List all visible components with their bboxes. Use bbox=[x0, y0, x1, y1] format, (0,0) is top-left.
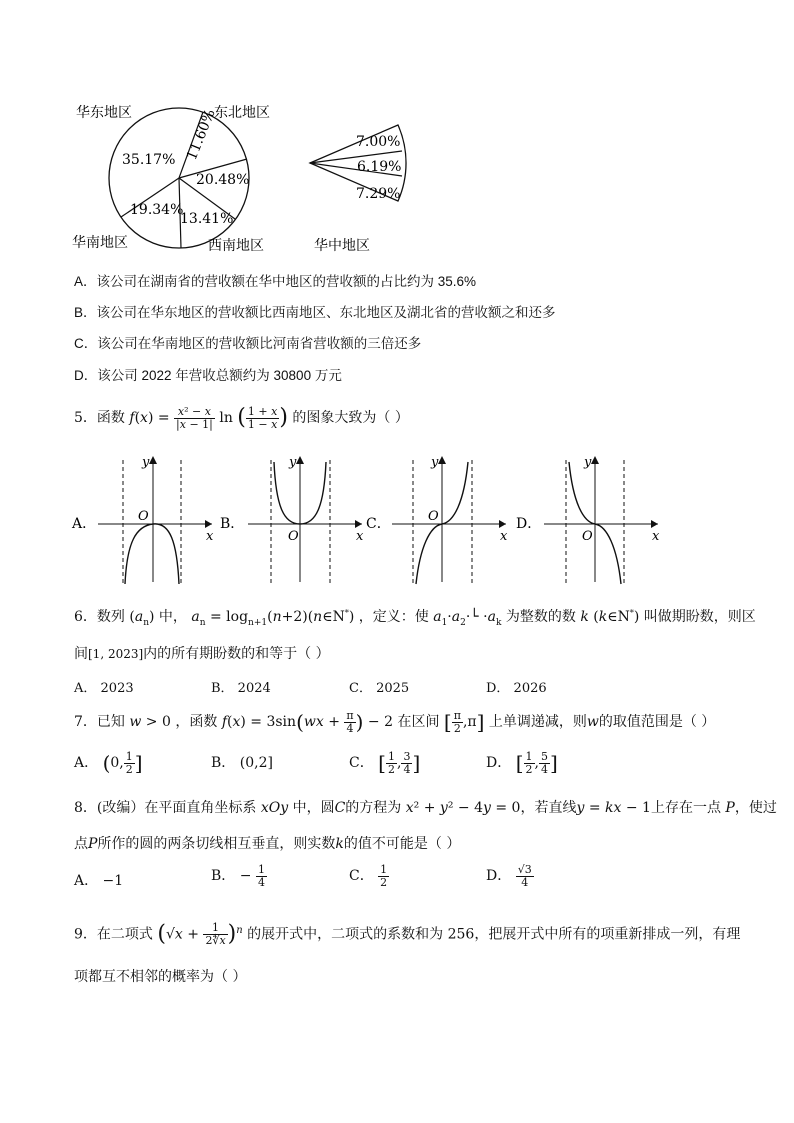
region-label-central: 华中地区 bbox=[314, 238, 370, 254]
q7-choice-b bbox=[211, 748, 273, 778]
q7-choice-c: C． [ $\frac{1}{2}$ , $\frac{3}{4}$ ] bbox=[349, 749, 421, 776]
q6-text-c: ，定义：使 bbox=[358, 609, 429, 625]
q5-option-d: D． bbox=[516, 516, 542, 532]
graph-c-x-label: x bbox=[500, 529, 508, 544]
q9-line1: 9．在二项式 (√x + $\frac{1}{2∜x}$ )$^n$ 的展开式中，二项式的系数和为 256，把展开式中所有的项重新排成一列，有理 bbox=[74, 921, 741, 948]
pie-value-southwest: 13.41% bbox=[180, 211, 234, 227]
graph-d-x-label: x bbox=[652, 529, 660, 544]
graph-a-y-label: y bbox=[142, 455, 150, 470]
pie-value-third: 20.48% bbox=[196, 172, 250, 188]
q4-option-d: D．该公司 2022 年营收总额约为 30800 万元 bbox=[74, 368, 342, 383]
q6-text-b: 中， bbox=[158, 609, 187, 625]
q4-option-c: C．该公司在华南地区的营收额比河南省营收额的三倍还多 bbox=[74, 336, 422, 351]
q8-choice-a: A． −1 bbox=[74, 873, 124, 889]
graph-d bbox=[544, 455, 660, 584]
q5-stem bbox=[74, 398, 409, 438]
pie-value-east: 35.17% bbox=[122, 152, 176, 168]
central-value-2: 6.19% bbox=[357, 159, 402, 175]
graph-c bbox=[392, 455, 508, 584]
graph-d-origin: O bbox=[582, 529, 593, 544]
q4-option-b: B．该公司在华东地区的营收额比西南地区、东北地区及湖北省的营收额之和还多 bbox=[74, 305, 556, 320]
q8-text-1c: 的方程为 bbox=[345, 800, 402, 816]
q8-text-2b: 所作的圆的两条切线相互垂直，则实数 bbox=[97, 836, 336, 852]
graph-b-y-label: y bbox=[289, 455, 297, 470]
q5-option-a: A． bbox=[72, 516, 97, 532]
region-label-northeast: 东北地区 bbox=[214, 105, 270, 121]
pie-chart-figure bbox=[60, 95, 420, 260]
graph-b-x-label: x bbox=[356, 529, 364, 544]
q7-choice-d-label: D． bbox=[486, 755, 512, 771]
q6-choice-c: C． 2025 bbox=[349, 681, 410, 696]
q6-line2 bbox=[74, 643, 330, 663]
q7-text-b: ，函数 bbox=[175, 714, 218, 730]
pie-value-northeast: 11.60% bbox=[183, 107, 219, 163]
q6-text-a: 6．数列 bbox=[74, 609, 125, 625]
q6-text-e: 叫做期盼数，则区 bbox=[643, 609, 756, 625]
graph-b-origin: O bbox=[288, 529, 299, 544]
graph-b bbox=[248, 455, 364, 584]
q8-choice-d-label: D． bbox=[486, 868, 512, 884]
q5-suffix: 的图象大致为（ ） bbox=[292, 410, 409, 426]
q8-text-1: 8．(改编）在平面直角坐标系 bbox=[74, 800, 257, 816]
q9-text-b: 的展开式中，二项式的系数和为 256，把展开式中所有的项重新排成一列，有理 bbox=[247, 926, 741, 943]
graph-a-origin: O bbox=[138, 509, 149, 524]
q7-text-e: 的取值范围是（ ） bbox=[598, 714, 716, 730]
q4-option-a: A．该公司在湖南省的营收额在华中地区的营收额的占比约为 35.6% bbox=[74, 274, 477, 289]
q5-option-b: B． bbox=[220, 516, 245, 532]
q8-text-1d: ，若直线 bbox=[520, 800, 577, 816]
region-label-east: 华东地区 bbox=[76, 105, 132, 121]
q5-graphs bbox=[70, 452, 670, 587]
graph-c-origin: O bbox=[428, 509, 439, 524]
q7-choice-c-label: C． bbox=[349, 755, 374, 771]
q8-choice-b: B． − $\frac{1}{4}$ bbox=[211, 862, 265, 889]
q8-text-1e: 上存在一点 bbox=[650, 800, 721, 816]
q9-line2: 项都互不相邻的概率为（ ） bbox=[74, 969, 247, 985]
q5-function: f(x) = $\frac{\text{x² − x}}{|x - 1|}$ ln ( $\frac{1 + x}{1 - x}$ ) bbox=[129, 404, 288, 431]
q7-choice-a-label: A． bbox=[74, 755, 99, 771]
q8-choice-c: C． $\frac{1}{2}$ bbox=[349, 862, 388, 889]
q8-choice-c-label: C． bbox=[349, 868, 374, 884]
central-value-1: 7.00% bbox=[356, 134, 401, 150]
pie-value-south: 19.34% bbox=[130, 202, 184, 218]
q6-line2-a: 间 bbox=[74, 646, 88, 662]
q7-text-a: 7．已知 bbox=[74, 714, 125, 730]
q6-interval: [1, 2023] bbox=[88, 647, 144, 661]
q6-line1: 6．数列 $(a_n)$ 中， $a_n$ = $\log_{n+1}(n+2)(n\in N^*)$ ，定义：使 $a_1\cdot a_2\cdot└ \cdot a_k$ 为整数的数 k (k∈N*) 叫做期盼数，则区 bbox=[74, 608, 756, 628]
graph-a bbox=[98, 455, 214, 584]
graph-a-x-label: x bbox=[206, 529, 214, 544]
q7-stem: 7．已知 w > 0 ，函数 f(x) = 3sin(wx + $\frac{\pi}{4}$ ) − 2 在区间 [ $\frac{\pi}{2}$ ,π] 上单调递减，则w的取值范围是（ ） bbox=[74, 708, 716, 735]
q7-choice-b-label: B． bbox=[211, 755, 236, 771]
q8-choice-b-label: B． bbox=[211, 868, 236, 884]
q8-text-1b: 中，圆 bbox=[292, 800, 335, 816]
q7-choice-b-value: (0,2] bbox=[239, 755, 273, 771]
q8-line2: 点P所作的圆的两条切线相互垂直，则实数k的值不可能是（ ） bbox=[74, 836, 461, 852]
q8-text-2c: 的值不可能是（ ） bbox=[343, 836, 461, 852]
region-label-southwest: 西南地区 bbox=[208, 238, 264, 254]
q8-choice-d: D． $\frac{√3}{4}$ bbox=[486, 862, 532, 889]
region-label-south: 华南地区 bbox=[72, 235, 128, 251]
q5-option-c: C． bbox=[366, 516, 391, 532]
q7-choice-a: A． (0, $\frac{1}{2}$ ] bbox=[74, 749, 143, 776]
q7-text-c: 在区间 bbox=[397, 714, 440, 730]
q6-choice-b: B． 2024 bbox=[211, 681, 271, 696]
graph-c-y-label: y bbox=[431, 455, 439, 470]
q7-choice-d: D． [ $\frac{1}{2}$ , $\frac{5}{4}$ ] bbox=[486, 749, 558, 776]
graph-d-y-label: y bbox=[584, 455, 592, 470]
q8-text-1f: ，使过 bbox=[734, 800, 777, 816]
q5-prefix: 5．函数 bbox=[74, 410, 125, 426]
central-value-3: 7.29% bbox=[356, 186, 401, 202]
q9-text-a: 9．在二项式 bbox=[74, 926, 153, 943]
q7-text-d: 上单调递减，则 bbox=[488, 714, 587, 730]
q6-choice-d: D． 2026 bbox=[486, 681, 547, 696]
q8-line1: 8．(改编）在平面直角坐标系 xOy 中，圆C的方程为 x² + y² − 4y = 0，若直线y = kx − 1上存在一点 P，使过 bbox=[74, 800, 777, 816]
q6-line2-c: 内的所有期盼数的和等于（ ） bbox=[143, 646, 330, 662]
q6-text-d: 为整数的数 bbox=[505, 609, 576, 625]
q6-choice-a: A． 2023 bbox=[74, 681, 134, 696]
q8-text-2: 点 bbox=[74, 836, 88, 852]
